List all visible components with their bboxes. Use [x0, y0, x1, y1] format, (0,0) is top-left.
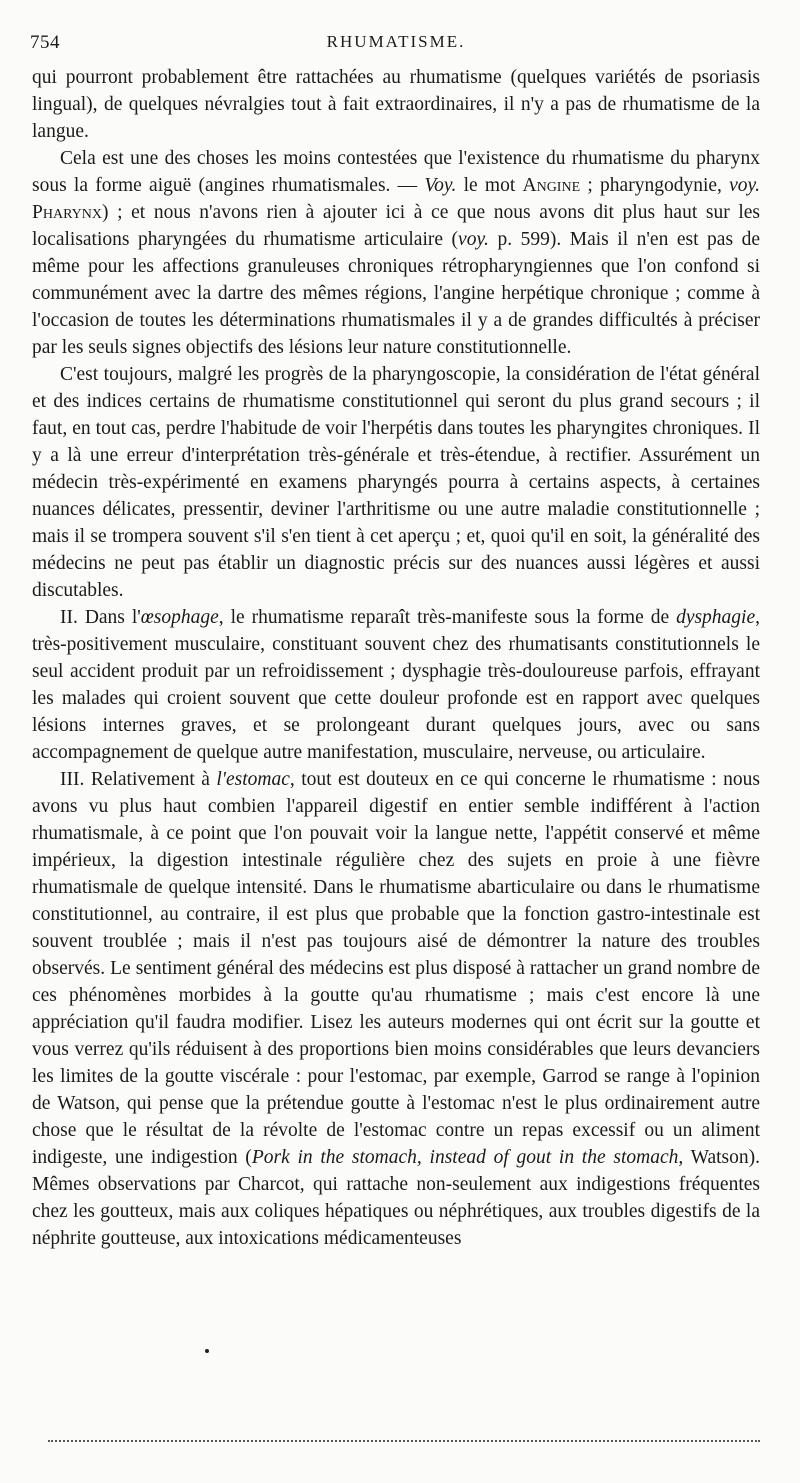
running-head: RHUMATISME. — [326, 32, 466, 51]
text-run: le mot — [456, 175, 523, 196]
paragraph — [32, 145, 760, 361]
text-run: II. Dans l' — [60, 607, 141, 628]
text-run: III. Relativement à — [60, 769, 217, 790]
text-run: , le rhumatisme reparaît très-manifeste sous la forme de — [218, 607, 677, 628]
page-number: 754 — [30, 32, 60, 53]
italic-text: Voy. — [424, 175, 457, 196]
paragraph — [32, 766, 760, 1252]
text-run: Cela est une des choses les moins contestées que l'existence du rhumatisme du pharynx sous la forme aiguë (angines rhumatismales. — — [32, 148, 760, 196]
italic-text: Pork in the stomach, instead of gout in the stomach, — [251, 1147, 684, 1168]
italic-text: l'estomac — [216, 769, 290, 790]
text-run: C'est toujours, malgré les progrès de la pharyngoscopie, la considération de l'état général et des indices certains de rhumatisme constitutionnel qui seront du plus grand secours ; il faut, en tout cas, perdre l'habitude de voir l'herpétis dans toutes les pharyngites chroniques. Il y a là une erreur d'interprétation très-générale et très-étendue, à rectifier. Assurément un médecin très-expérimenté en examens pharyngés pourra à certains aspects, à certaines nuances délicates, pressentir, deviner l'arthritisme ou une autre maladie constitutionnelle ; mais il se trompera souvent s'il s'en tient à cet aperçu ; et, quoi qu'il en soit, la généralité des médecins ne peut pas établir un diagnostic précis sur des nuances aussi légères et aussi discutables. — [32, 364, 760, 601]
page-header — [30, 32, 762, 62]
italic-text: œsophage — [140, 607, 219, 628]
paragraph — [32, 64, 760, 145]
body-text — [32, 64, 760, 1252]
text-run: p. 599). Mais il n'en est pas de même pour les affections granuleuses chroniques rétropharyngiennes que l'on confond si communément avec la dartre des mêmes régions, l'angine herpétique chronique ; comme à l'occasion de toutes les déterminations rhumatismales il y a de grandes difficultés à préciser par les seuls signes objectifs des lésions leur nature constitutionnelle. — [32, 229, 760, 358]
text-run: ; pharyngodynie, — [580, 175, 730, 196]
italic-text: dysphagie — [676, 607, 756, 628]
paragraph — [32, 361, 760, 604]
small-caps-text: Angine — [522, 175, 581, 196]
text-run: ) ; et nous n'avons rien à ajouter ici à ce que nous avons dit plus haut sur les localisations pharyngées du rhumatisme articulaire ( — [32, 202, 760, 250]
footer-dotted-rule — [48, 1440, 760, 1442]
italic-text: voy. — [458, 229, 489, 250]
paragraph — [32, 604, 760, 766]
italic-text: voy. — [729, 175, 760, 196]
text-run: Watson). Mêmes observations par Charcot, qui rattache non-seulement aux indigestions fréquentes chez les goutteux, mais aux coliques hépatiques ou néphrétiques, aux troubles digestifs de la néphrite goutteuse, aux intoxications médicamenteuses — [32, 1147, 760, 1249]
small-caps-text: Pharynx — [32, 202, 102, 223]
printed-dot — [205, 1349, 209, 1353]
text-run: qui pourront probablement être rattachées au rhumatisme (quelques variétés de psoriasis lingual), de quelques névralgies tout à fait extraordinaires, il n'y a pas de rhumatisme de la langue. — [32, 67, 760, 142]
text-run: , tout est douteux en ce qui concerne le rhumatisme : nous avons vu plus haut combien l'appareil digestif en entier semble indifférent à l'action rhumatismale, à ce point que l'on pouvait voir la langue nette, l'appétit conservé et même impérieux, la digestion intestinale régulière chez des sujets en proie à une fièvre rhumatismale de quelque intensité. Dans le rhumatisme abarticulaire ou dans le rhumatisme constitutionnel, au contraire, il est plus que probable que la fonction gastro-intestinale est souvent troublée ; mais il n'est pas toujours aisé de démontrer la nature des troubles observés. Le sentiment général des médecins est plus disposé à rattacher un grand nombre de ces phénomènes morbides à la goutte qu'au rhumatisme ; mais c'est encore là une appréciation qu'il faudra modifier. Lisez les auteurs modernes qui ont écrit sur la goutte et vous verrez qu'ils réduisent à des proportions bien moins considérables que leurs devanciers les limites de la goutte viscérale : pour l'estomac, par exemple, Garrod se range à l'opinion de Watson, qui pense que la prétendue goutte à l'estomac n'est le plus ordinairement autre chose que le résultat de la révolte de l'estomac contre un repas excessif ou un aliment indigeste, une indigestion ( — [32, 769, 760, 1168]
text-run: , très-positivement musculaire, constituant souvent chez des rhumatisants constitutionnels le seul accident produit par un refroidissement ; dysphagie très-douloureuse parfois, effrayant les malades qui croient souvent que cette douleur profonde est en rapport avec quelques lésions internes graves, et se prolongeant durant quelques jours, avec ou sans accompagnement de quelque autre manifestation, musculaire, nerveuse, ou articulaire. — [32, 607, 761, 763]
